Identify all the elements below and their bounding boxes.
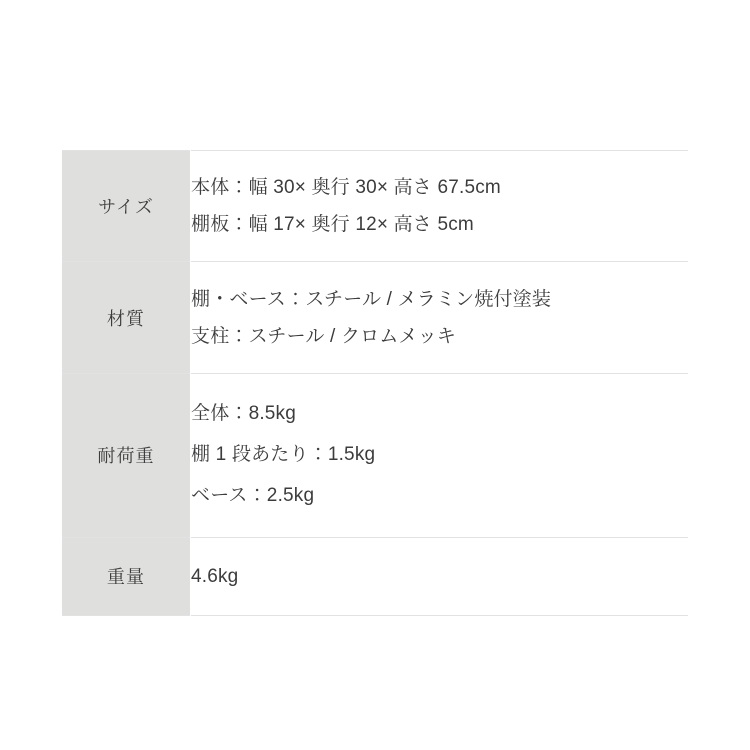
value-line: 4.6kg bbox=[191, 565, 239, 587]
value-line: 支柱：スチール / クロムメッキ bbox=[191, 325, 457, 347]
specification-table bbox=[62, 150, 688, 616]
row-value-weight bbox=[191, 537, 689, 615]
value-line: 棚・ベース：スチール / メラミン焼付塗装 bbox=[191, 288, 552, 310]
row-value-size bbox=[191, 151, 689, 262]
value-line: ベース：2.5kg bbox=[191, 484, 315, 506]
table-row bbox=[62, 262, 688, 374]
row-label-size: サイズ bbox=[62, 151, 191, 262]
table-row bbox=[62, 374, 688, 538]
specification-table-body bbox=[62, 151, 688, 616]
value-line: 棚板：幅 17× 奥行 12× 高さ 5cm bbox=[191, 214, 474, 236]
row-value-load-capacity bbox=[191, 374, 689, 538]
table-row bbox=[62, 537, 688, 615]
table-row bbox=[62, 151, 688, 262]
value-line: 全体：8.5kg bbox=[191, 403, 296, 425]
row-label-weight: 重量 bbox=[62, 537, 191, 615]
row-label-load-capacity: 耐荷重 bbox=[62, 374, 191, 538]
row-value-material bbox=[191, 262, 689, 374]
value-line: 棚 1 段あたり：1.5kg bbox=[191, 443, 376, 465]
value-line: 本体：幅 30× 奥行 30× 高さ 67.5cm bbox=[191, 177, 501, 198]
row-label-material: 材質 bbox=[62, 262, 191, 374]
